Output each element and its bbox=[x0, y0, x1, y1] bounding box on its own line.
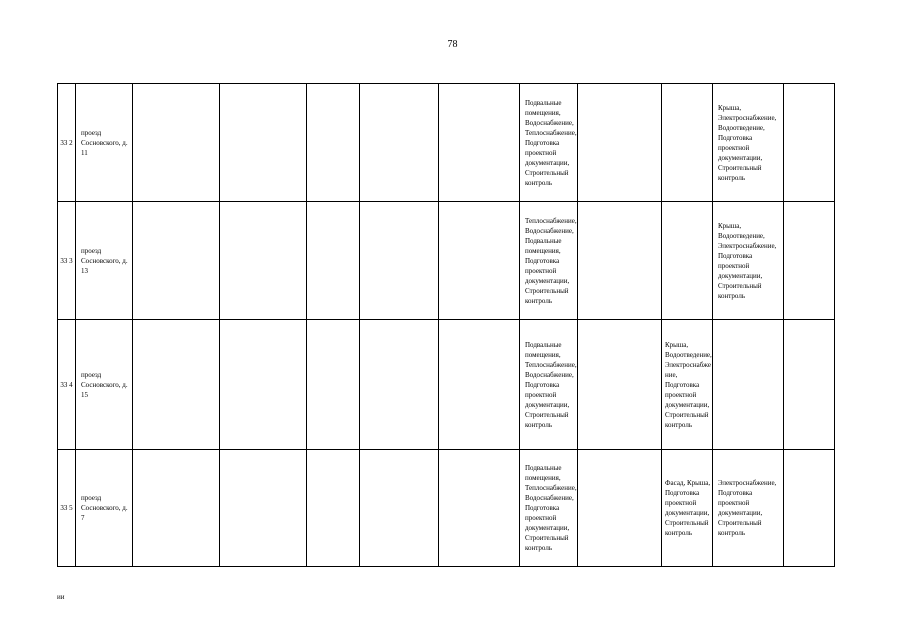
empty-cell bbox=[578, 202, 662, 320]
empty-cell bbox=[360, 202, 439, 320]
empty-cell bbox=[578, 320, 662, 450]
table-row bbox=[58, 320, 835, 450]
empty-cell bbox=[307, 450, 360, 567]
empty-cell bbox=[220, 202, 307, 320]
empty-cell bbox=[439, 450, 520, 567]
empty-cell bbox=[220, 320, 307, 450]
row-works-b bbox=[662, 84, 713, 202]
empty-cell bbox=[784, 450, 835, 567]
row-works-b: Крыша, Водоотведение, Электроснабжение, Подготовка проектной документации, Строительный контроль bbox=[662, 320, 713, 450]
empty-cell bbox=[784, 320, 835, 450]
empty-cell bbox=[307, 202, 360, 320]
row-address: проезд Сосновского, д. 7 bbox=[76, 450, 133, 567]
table-row bbox=[58, 450, 835, 567]
row-address: проезд Сосновского, д. 13 bbox=[76, 202, 133, 320]
row-number: 33 5 bbox=[58, 450, 76, 567]
empty-cell bbox=[307, 84, 360, 202]
empty-cell bbox=[439, 320, 520, 450]
empty-cell bbox=[439, 202, 520, 320]
row-works-b bbox=[662, 202, 713, 320]
row-works-c: Крыша, Электроснабжение, Водоотведение, Подготовка проектной документации, Строительный контроль bbox=[713, 84, 784, 202]
footer-text: ии bbox=[57, 593, 65, 601]
row-works-a: Подвальные помещения, Теплоснабжение, Водоснабжение, Подготовка проектной документации, Строительный контроль bbox=[520, 450, 578, 567]
row-address: проезд Сосновского, д. 11 bbox=[76, 84, 133, 202]
empty-cell bbox=[307, 320, 360, 450]
empty-cell bbox=[220, 84, 307, 202]
row-works-a: Подвальные помещения, Теплоснабжение, Водоснабжение, Подготовка проектной документации, Строительный контроль bbox=[520, 320, 578, 450]
row-works-c: Крыша, Водоотведение, Электроснабжение, Подготовка проектной документации, Строительный контроль bbox=[713, 202, 784, 320]
empty-cell bbox=[133, 450, 220, 567]
empty-cell bbox=[133, 320, 220, 450]
capital-repair-table bbox=[57, 83, 835, 567]
row-number: 33 4 bbox=[58, 320, 76, 450]
table-row bbox=[58, 202, 835, 320]
row-number: 33 2 bbox=[58, 84, 76, 202]
row-works-a: Подвальные помещения, Водоснабжение, Теплоснабжение, Подготовка проектной документации, Строительный контроль bbox=[520, 84, 578, 202]
empty-cell bbox=[133, 84, 220, 202]
empty-cell bbox=[220, 450, 307, 567]
row-address: проезд Сосновского, д. 15 bbox=[76, 320, 133, 450]
row-number: 33 3 bbox=[58, 202, 76, 320]
row-works-a: Теплоснабжение, Водоснабжение, Подвальные помещения, Подготовка проектной документации, Строительный контроль bbox=[520, 202, 578, 320]
table-row bbox=[58, 84, 835, 202]
row-works-b: Фасад, Крыша, Подготовка проектной документации, Строительный контроль bbox=[662, 450, 713, 567]
row-works-c bbox=[713, 320, 784, 450]
empty-cell bbox=[360, 84, 439, 202]
empty-cell bbox=[133, 202, 220, 320]
empty-cell bbox=[784, 84, 835, 202]
empty-cell bbox=[360, 320, 439, 450]
empty-cell bbox=[784, 202, 835, 320]
row-works-c: Электроснабжение, Подготовка проектной документации, Строительный контроль bbox=[713, 450, 784, 567]
page-number: 78 bbox=[447, 39, 458, 50]
empty-cell bbox=[439, 84, 520, 202]
empty-cell bbox=[578, 450, 662, 567]
empty-cell bbox=[578, 84, 662, 202]
empty-cell bbox=[360, 450, 439, 567]
